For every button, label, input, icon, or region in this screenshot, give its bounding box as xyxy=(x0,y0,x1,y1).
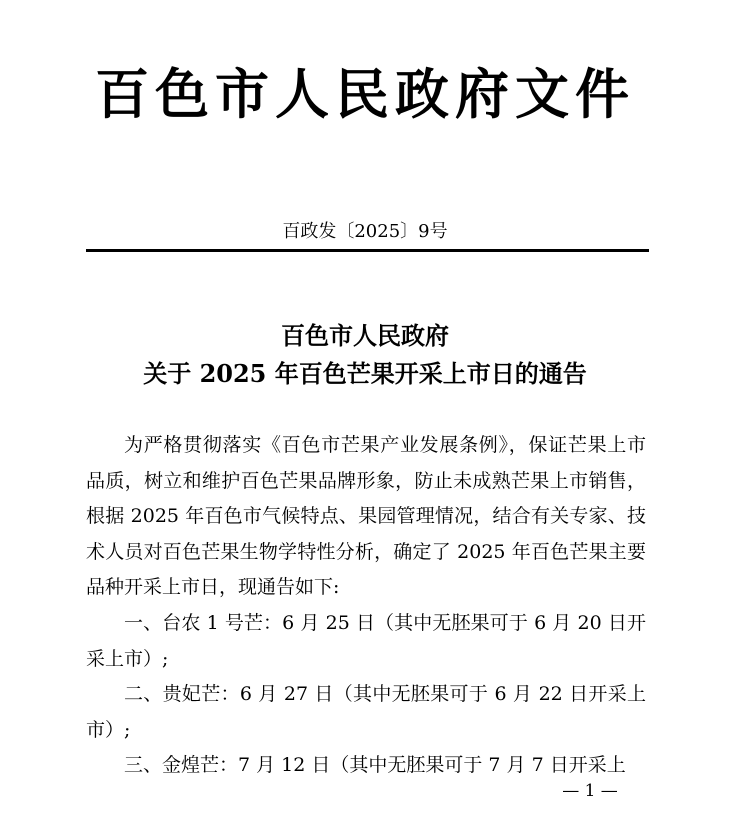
notice-title-issuer: 百色市人民政府 xyxy=(281,321,449,350)
header-divider xyxy=(86,249,649,252)
body-item-2: 二、贵妃芒：6 月 27 日（其中无胚果可于 6 月 22 日开采上市）; xyxy=(86,683,646,741)
document-masthead: 百色市人民政府文件 xyxy=(95,62,635,126)
body-item-1: 一、台农 1 号芒：6 月 25 日（其中无胚果可于 6 月 20 日开采上市）; xyxy=(86,611,646,670)
notice-title xyxy=(0,317,730,393)
page-number: — 1 — xyxy=(562,781,618,801)
body-item-3: 三、金煌芒：7 月 12 日（其中无胚果可于 7 月 7 日开采上 xyxy=(124,754,626,777)
body-intro-paragraph: 为严格贯彻落实《百色市芒果产业发展条例》，保证芒果上市品质，树立和维护百色芒果品牌形象，防止未成熟芒果上市销售，根据 2025 年百色市气候特点、果园管理情况，结合有关专家、技术人员对百色芒果生物学特性分析，确定了 2025 年百色芒果主要品种开采上市日，现通告如下: xyxy=(86,434,646,599)
document-number: 百政发〔2025〕9号 xyxy=(282,221,448,242)
notice-title-subject: 关于 2025 年百色芒果开采上市日的通告 xyxy=(143,359,587,388)
notice-body xyxy=(86,428,646,784)
